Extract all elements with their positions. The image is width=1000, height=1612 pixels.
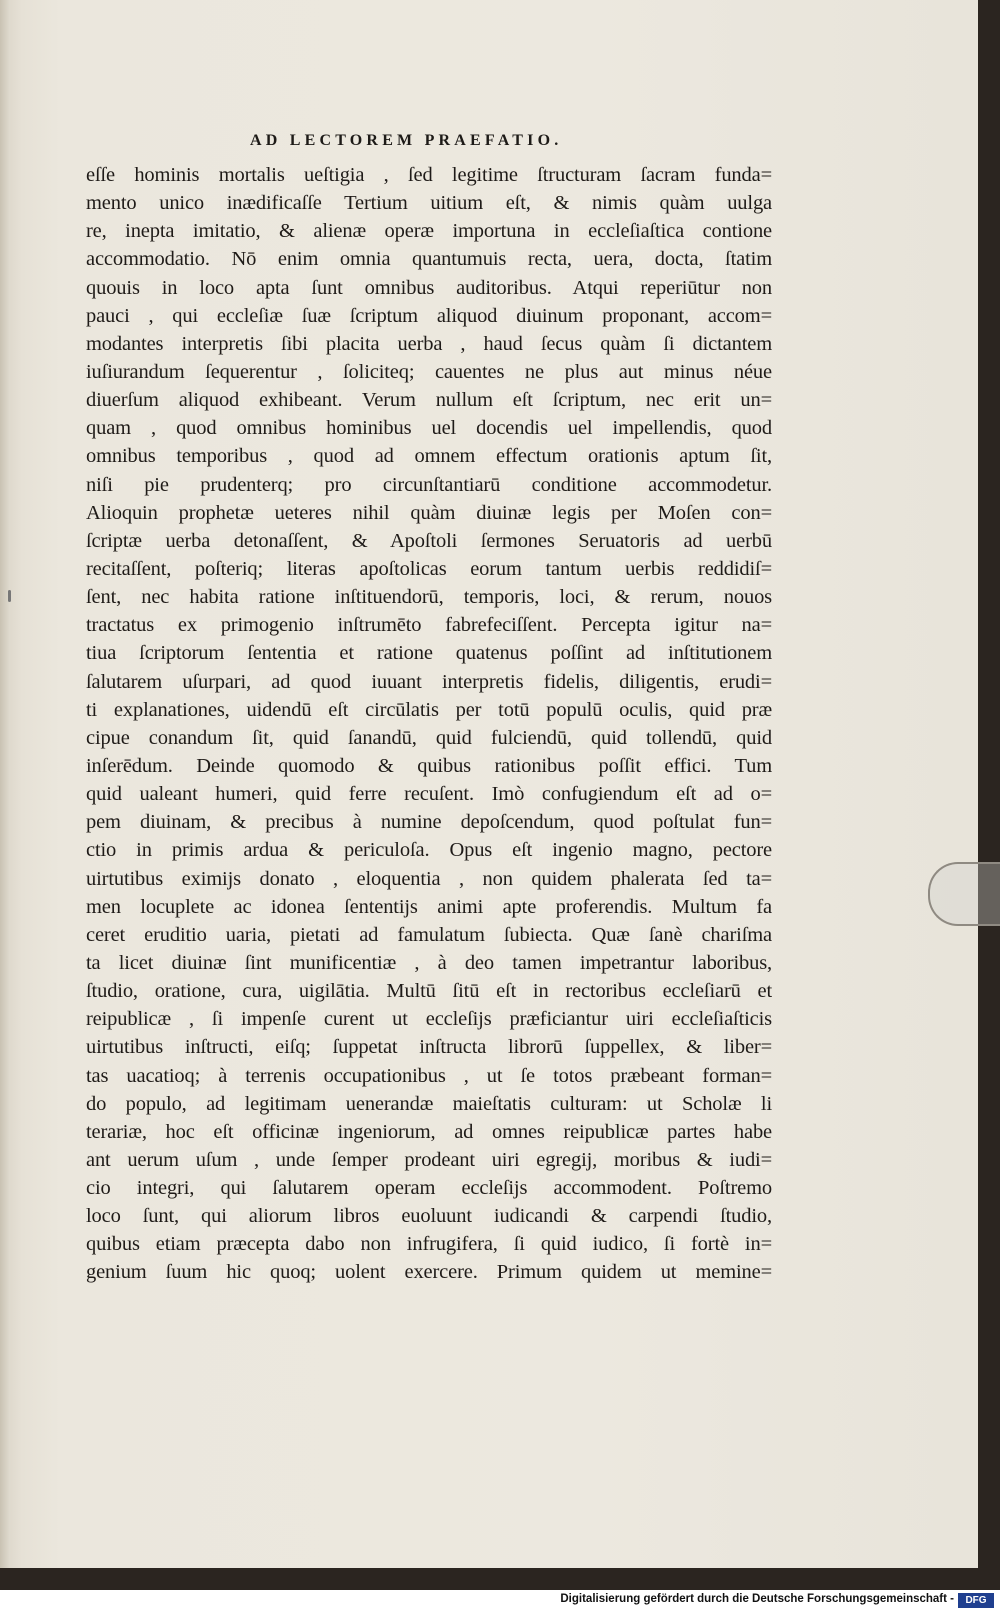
text-line: quouis in loco apta ſunt omnibus auditoribus. Atqui reperiūtur non [86, 276, 772, 299]
text-line: cipue conandum ſit, quid ſanandū, quid fulciendū, quid tollendū, quid [86, 726, 772, 749]
text-line: Alioquin prophetæ ueteres nihil quàm diuinæ legis per Moſen con= [86, 501, 772, 524]
body-text [86, 161, 772, 1287]
text-line: ctio in primis ardua & periculoſa. Opus eſt ingenio magno, pectore [86, 839, 772, 862]
text-line: ant uerum uſum , unde ſemper prodeant uiri egregij, moribus & iudi= [86, 1148, 772, 1171]
text-line: uirtutibus eximijs donato , eloquentia , non quidem phalerata ſed ta= [86, 867, 772, 890]
text-line: tiua ſcriptorum ſententia et ratione quatenus poſſint ad inſtitutionem [86, 642, 772, 665]
text-line: quid ualeant humeri, quid ferre recuſent. Imò confugiendum eſt ad o= [86, 783, 772, 806]
text-line: do populo, ad legitimam uenerandæ maieſtatis culturam: ut Scholæ li [86, 1092, 772, 1115]
text-line: quam , quod omnibus hominibus uel docendis uel impellendis, quod [86, 417, 772, 440]
text-line: loco ſunt, qui aliorum libros euoluunt iudicandi & carpendi ſtudio, [86, 1205, 772, 1228]
text-line: tractatus ex primogenio inſtrumēto fabrefeciſſent. Percepta igitur na= [86, 614, 772, 637]
text-line: omnibus temporibus , quod ad omnem effectum orationis aptum ſit, [86, 445, 772, 468]
text-line: eſſe hominis mortalis ueſtigia , ſed legitime ſtructuram ſacram funda= [86, 164, 772, 186]
page-clip-icon [928, 862, 1000, 926]
text-line: pem diuinam, & precibus à numine depoſcendum, quod poſtulat fun= [86, 811, 772, 834]
text-line: ſalutarem uſurpari, ad quod iuuant interpretis fidelis, diligentis, erudi= [86, 670, 772, 693]
text-line: cio integri, qui ſalutarem operam eccleſijs accommodent. Poſtremo [86, 1177, 772, 1200]
text-line: ſent, nec habita ratione inſtituendorū, temporis, loci, & rerum, nouos [86, 586, 772, 609]
text-line: men locuplete ac idonea ſententijs animi apte proferendis. Multum fa [86, 895, 772, 918]
text-line: ti explanationes, uidendū eſt circūlatis per totū populū oculis, quid præ [86, 698, 772, 721]
running-head: AD LECTOREM PRAEFATIO. [250, 132, 563, 149]
text-line: quibus etiam præcepta dabo non infrugifera, ſi quid iudico, ſi fortè in= [86, 1233, 772, 1256]
dfg-logo: DFG [958, 1593, 994, 1608]
funding-credit: Digitalisierung gefördert durch die Deutsche Forschungsgemeinschaft - [560, 1593, 954, 1605]
text-line: niſi pie prudenterq; pro circunſtantiarū conditione accommodetur. [86, 473, 772, 496]
text-line: ceret eruditio uaria, pietati ad famulatum ſubiecta. Quæ ſanè chariſma [86, 923, 772, 946]
text-line: accommodatio. Nō enim omnia quantumuis recta, uera, docta, ſtatim [86, 248, 772, 271]
text-line: diuerſum aliquod exhibeant. Verum nullum eſt ſcriptum, nec erit un= [86, 389, 772, 412]
text-line: recitaſſent, poſteriq; literas apoſtolicas eorum tantum uerbis reddidiſ= [86, 557, 772, 580]
text-line: tas uacatioq; à terrenis occupationibus , ut ſe totos præbeant forman= [86, 1064, 772, 1087]
page-edge [0, 0, 10, 1568]
text-line: modantes interpretis ſibi placita uerba , haud ſecus quàm ſi dictantem [86, 332, 772, 355]
text-line: pauci , qui eccleſiæ ſuæ ſcriptum aliquod diuinum proponant, accom= [86, 304, 772, 327]
text-line: terariæ, hoc eſt officinæ ingeniorum, ad omnes reipublicæ partes habe [86, 1120, 772, 1143]
text-line: re, inepta imitatio, & alienæ operæ importuna in eccleſiaſtica contione [86, 220, 772, 243]
text-line: ſcriptæ uerba detonaſſent, & Apoſtoli ſermones Seruatoris ad uerbū [86, 529, 772, 552]
text-line: genium ſuum hic quoq; uolent exercere. Primum quidem ut memine= [86, 1261, 772, 1284]
text-line: inſerēdum. Deinde quomodo & quibus rationibus poſſit effici. Tum [86, 754, 772, 777]
text-line: ta licet diuinæ ſint munificentiæ , à deo tamen impetrantur laboribus, [86, 951, 772, 974]
footer-bar [0, 1590, 1000, 1612]
text-line: uirtutibus inſtructi, eiſq; ſuppetat inſtructa librorū ſuppellex, & liber= [86, 1036, 772, 1059]
margin-mark [8, 590, 11, 602]
text-line: mento unico inædificaſſe Tertium uitium eſt, & nimis quàm uulga [86, 192, 772, 215]
text-line: reipublicæ , ſi impenſe curent ut eccleſijs præficiantur uiri eccleſiaſticis [86, 1008, 772, 1031]
text-line: iuſiurandum ſequerentur , ſoliciteq; cauentes ne plus aut minus néue [86, 360, 772, 383]
text-line: ſtudio, oratione, cura, uigilātia. Multū ſitū eſt in rectoribus eccleſiarū et [86, 980, 772, 1003]
